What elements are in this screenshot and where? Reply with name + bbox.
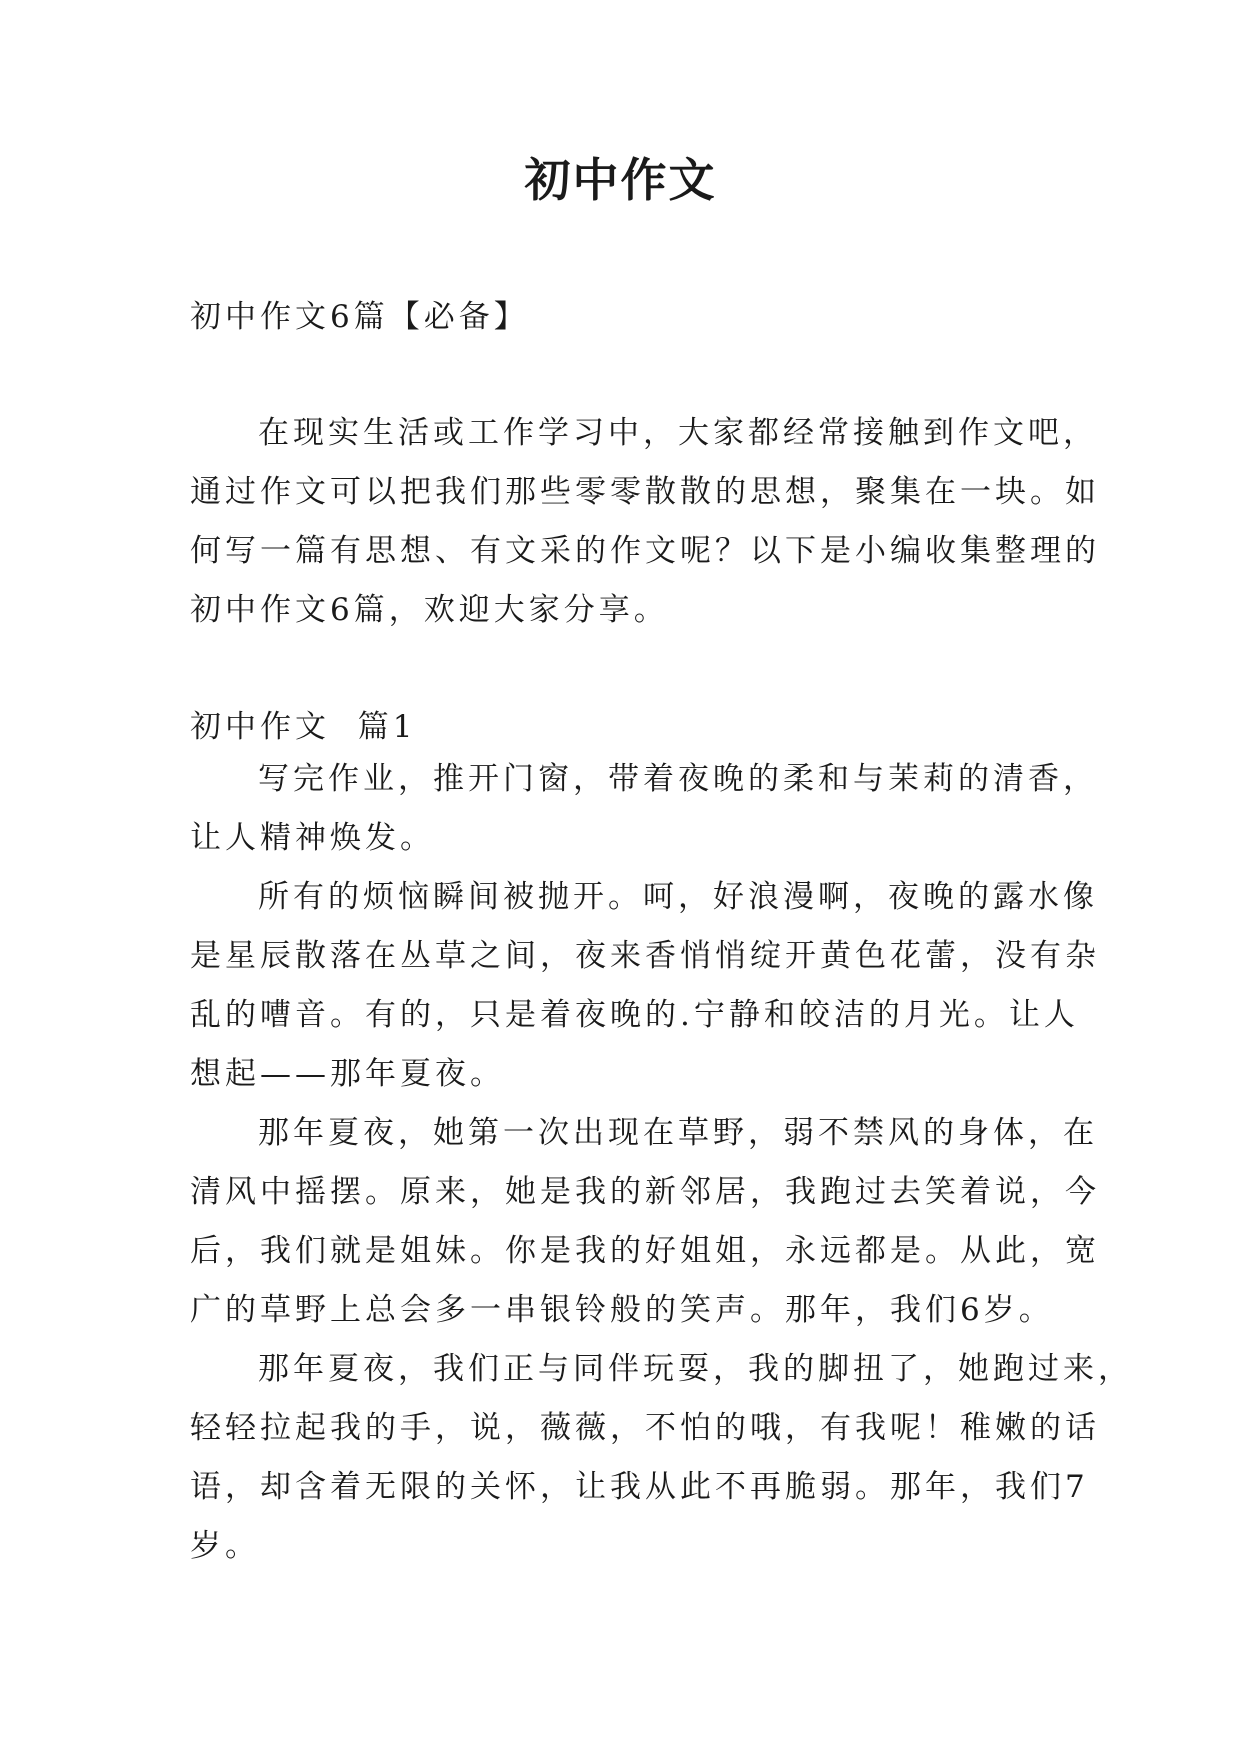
essay-body xyxy=(190,750,1133,1576)
intro-line: 初中作文6篇，欢迎大家分享。 xyxy=(190,592,669,628)
document-title: 初中作文 xyxy=(524,153,717,207)
body-line: 轻轻拉起我的手，说，薇薇，不怕的哦，有我呢！稚嫩的话 xyxy=(190,1410,1100,1446)
intro-line: 何写一篇有思想、有文采的作文呢？以下是小编收集整理的 xyxy=(190,533,1100,569)
intro-line: 在现实生活或工作学习中，大家都经常接触到作文吧， xyxy=(258,415,1098,451)
body-line: 清风中摇摆。原来，她是我的新邻居，我跑过去笑着说，今 xyxy=(190,1174,1100,1210)
section-heading: 初中作文 篇1 xyxy=(190,709,417,745)
body-line: 岁。 xyxy=(190,1528,260,1564)
body-line: 是星辰散落在丛草之间，夜来香悄悄绽开黄色花蕾，没有杂 xyxy=(190,938,1100,974)
body-line: 让人精神焕发。 xyxy=(190,820,435,856)
document-subtitle: 初中作文6篇【必备】 xyxy=(190,299,529,335)
body-line: 写完作业，推开门窗，带着夜晚的柔和与茉莉的清香， xyxy=(258,761,1098,797)
body-line: 乱的嘈音。有的，只是着夜晚的.宁静和皎洁的月光。让人 xyxy=(190,997,1079,1033)
intro-paragraph xyxy=(190,404,1100,640)
body-line: 后，我们就是姐妹。你是我的好姐姐，永远都是。从此，宽 xyxy=(190,1233,1100,1269)
body-line: 那年夏夜，她第一次出现在草野，弱不禁风的身体，在 xyxy=(258,1115,1098,1151)
body-line: 那年夏夜，我们正与同伴玩耍，我的脚扭了，她跑过来， xyxy=(258,1351,1133,1387)
intro-line: 通过作文可以把我们那些零零散散的思想，聚集在一块。如 xyxy=(190,474,1100,510)
body-line: 广的草野上总会多一串银铃般的笑声。那年，我们6岁。 xyxy=(190,1292,1054,1328)
body-line: 语，却含着无限的关怀，让我从此不再脆弱。那年，我们7 xyxy=(190,1469,1089,1505)
body-line: 所有的烦恼瞬间被抛开。呵，好浪漫啊，夜晚的露水像 xyxy=(258,879,1098,915)
body-line: 想起——那年夏夜。 xyxy=(190,1056,505,1092)
